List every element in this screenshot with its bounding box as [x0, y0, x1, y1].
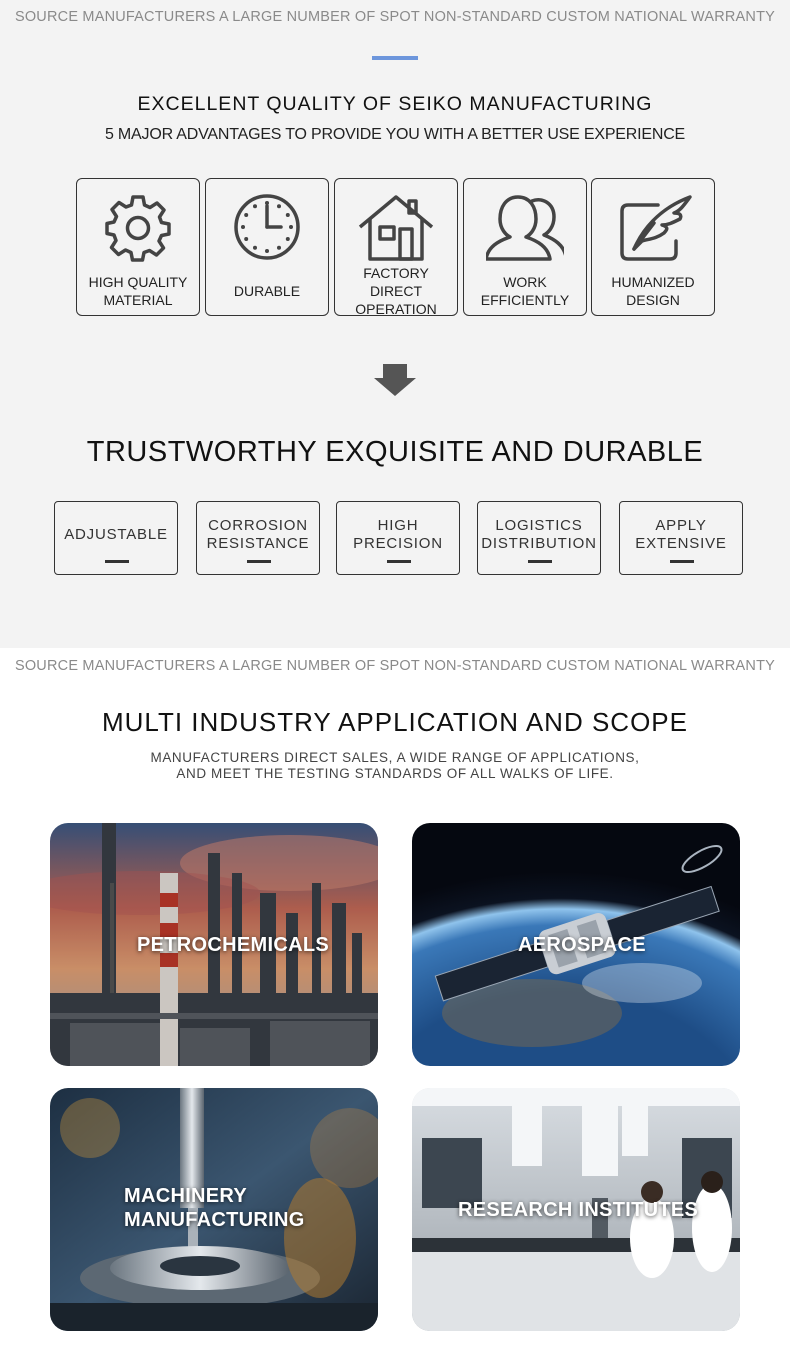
feature-label-line1: CORROSION [208, 517, 308, 534]
advantage-label-line2: MATERIAL [103, 292, 173, 308]
quality-title: EXCELLENT QUALITY OF SEIKO MANUFACTURING [137, 93, 653, 115]
feature-box-adjustable [54, 501, 178, 575]
down-arrow-icon [374, 364, 416, 396]
advantage-label-line2: DESIGN [626, 292, 680, 308]
advantage-label-line1: FACTORY DIRECT [363, 265, 429, 299]
industry-card-aerospace[interactable] [412, 823, 740, 1066]
industry-card-label: AEROSPACE [518, 934, 646, 956]
industry-card-machinery-manufacturing[interactable] [50, 1088, 378, 1331]
feature-underline [528, 560, 552, 563]
accent-bar [372, 56, 418, 60]
feature-box-corrosion-resistance [196, 501, 320, 575]
tagline: SOURCE MANUFACTURERS A LARGE NUMBER OF SPOT NON-STANDARD CUSTOM NATIONAL WARRANTY [14, 9, 776, 25]
feature-label-line1: LOGISTICS [495, 517, 583, 534]
advantage-card-humanized-design [591, 178, 715, 316]
advantage-label-line1: WORK [503, 274, 547, 290]
feature-label-line2: RESISTANCE [206, 535, 310, 552]
advantage-card-high-quality [76, 178, 200, 316]
advantages-section [0, 0, 790, 648]
feature-label-line1: APPLY [655, 517, 707, 534]
advantage-card-work-efficiently [463, 178, 587, 316]
industry-subtitle [0, 750, 790, 782]
features-title: TRUSTWORTHY EXQUISITE AND DURABLE [86, 436, 704, 468]
feature-underline [105, 560, 129, 563]
advantage-card-factory-direct [334, 178, 458, 316]
industry-card-label-line1: MACHINERY [124, 1185, 248, 1207]
industry-subtitle-line2: AND MEET THE TESTING STANDARDS OF ALL WALKS OF LIFE. [176, 766, 614, 781]
feature-box-high-precision [336, 501, 460, 575]
advantage-label-line2: OPERATION [355, 301, 437, 317]
industry-card-label-line2: MANUFACTURING [124, 1209, 305, 1231]
advantage-label-line2: EFFICIENTLY [480, 292, 570, 308]
advantage-label-line1: HUMANIZED [611, 274, 695, 290]
feature-box-apply-extensive [619, 501, 743, 575]
advantage-label-line1: HIGH QUALITY [88, 274, 188, 290]
house-icon [357, 191, 435, 265]
advantage-label-line1: DURABLE [233, 283, 301, 299]
quality-subtitle: 5 MAJOR ADVANTAGES TO PROVIDE YOU WITH A BETTER USE EXPERIENCE [104, 126, 686, 143]
clock-icon [228, 191, 306, 265]
industry-card-research-institutes[interactable] [412, 1088, 740, 1331]
feather-pen-icon [614, 191, 692, 265]
industry-card-petrochemicals[interactable] [50, 823, 378, 1066]
feature-label-line2: DISTRIBUTION [481, 535, 597, 552]
feature-label-line2: PRECISION [353, 535, 443, 552]
people-icon [486, 191, 564, 265]
industry-subtitle-line1: MANUFACTURERS DIRECT SALES, A WIDE RANGE OF APPLICATIONS, [150, 750, 640, 765]
feature-label-line1: HIGH [377, 517, 419, 534]
advantage-card-durable [205, 178, 329, 316]
feature-box-logistics-distribution [477, 501, 601, 575]
feature-label-line2: EXTENSIVE [635, 535, 727, 552]
tagline-secondary: SOURCE MANUFACTURERS A LARGE NUMBER OF SPOT NON-STANDARD CUSTOM NATIONAL WARRANTY [14, 658, 776, 674]
industry-card-label: RESEARCH INSTITUTES [458, 1199, 699, 1221]
feature-underline [670, 560, 694, 563]
industry-title: MULTI INDUSTRY APPLICATION AND SCOPE [102, 707, 688, 737]
industry-card-label: PETROCHEMICALS [137, 934, 329, 956]
feature-label-line1: ADJUSTABLE [64, 526, 168, 543]
feature-underline [247, 560, 271, 563]
feature-underline [387, 560, 411, 563]
gear-icon [99, 191, 177, 265]
